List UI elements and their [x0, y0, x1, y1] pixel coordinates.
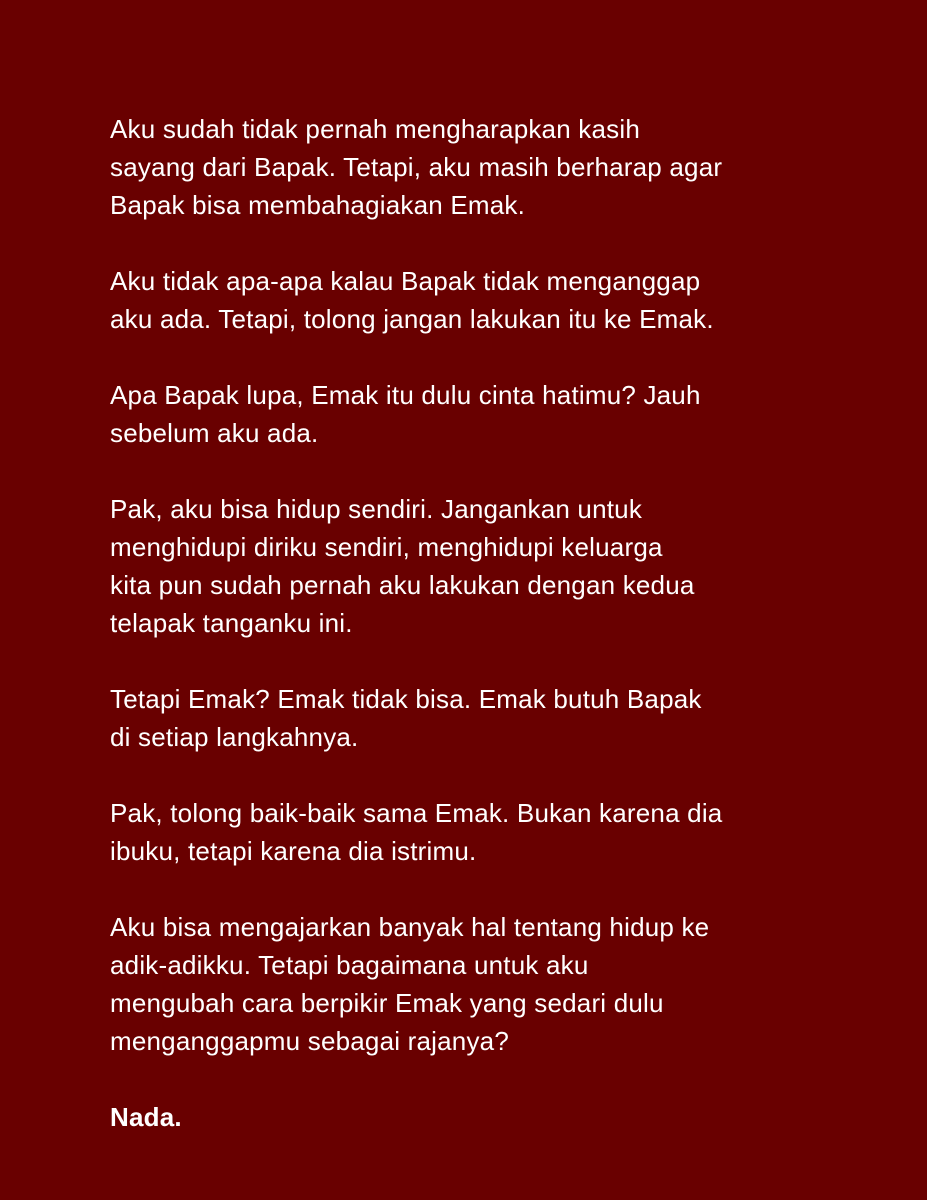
paragraph-5: [110, 680, 830, 756]
paragraph-line: ibuku, tetapi karena dia istrimu.: [110, 836, 477, 866]
paragraph-line: adik-adikku. Tetapi bagaimana untuk aku: [110, 950, 589, 980]
paragraph-2: [110, 262, 830, 338]
paragraph-line: Pak, aku bisa hidup sendiri. Jangankan untuk: [110, 494, 643, 524]
signature: Nada.: [110, 1102, 182, 1132]
paragraph-6: [110, 794, 830, 870]
paragraph-line: Aku bisa mengajarkan banyak hal tentang hidup ke: [110, 912, 710, 942]
paragraph-line: menghidupi diriku sendiri, menghidupi keluarga: [110, 532, 663, 562]
paragraph-line: di setiap langkahnya.: [110, 722, 359, 752]
paragraph-line: telapak tanganku ini.: [110, 608, 353, 638]
paragraph-1: [110, 110, 830, 224]
paragraph-line: Pak, tolong baik-baik sama Emak. Bukan karena dia: [110, 798, 723, 828]
paragraph-line: Tetapi Emak? Emak tidak bisa. Emak butuh Bapak: [110, 684, 702, 714]
paragraph-3: [110, 376, 830, 452]
paragraph-7: [110, 908, 830, 1060]
paragraph-line: menganggapmu sebagai rajanya?: [110, 1026, 509, 1056]
paragraph-line: Aku sudah tidak pernah mengharapkan kasih: [110, 114, 640, 144]
letter-body: [110, 110, 830, 1136]
paragraph-4: [110, 490, 830, 642]
paragraph-line: Aku tidak apa-apa kalau Bapak tidak menganggap: [110, 266, 701, 296]
paragraph-line: kita pun sudah pernah aku lakukan dengan kedua: [110, 570, 695, 600]
paragraph-line: Apa Bapak lupa, Emak itu dulu cinta hatimu? Jauh: [110, 380, 701, 410]
paragraph-line: Bapak bisa membahagiakan Emak.: [110, 190, 526, 220]
paragraph-line: aku ada. Tetapi, tolong jangan lakukan itu ke Emak.: [110, 304, 714, 334]
paragraph-line: sebelum aku ada.: [110, 418, 319, 448]
paragraph-line: mengubah cara berpikir Emak yang sedari dulu: [110, 988, 664, 1018]
paragraph-line: sayang dari Bapak. Tetapi, aku masih berharap agar: [110, 152, 723, 182]
